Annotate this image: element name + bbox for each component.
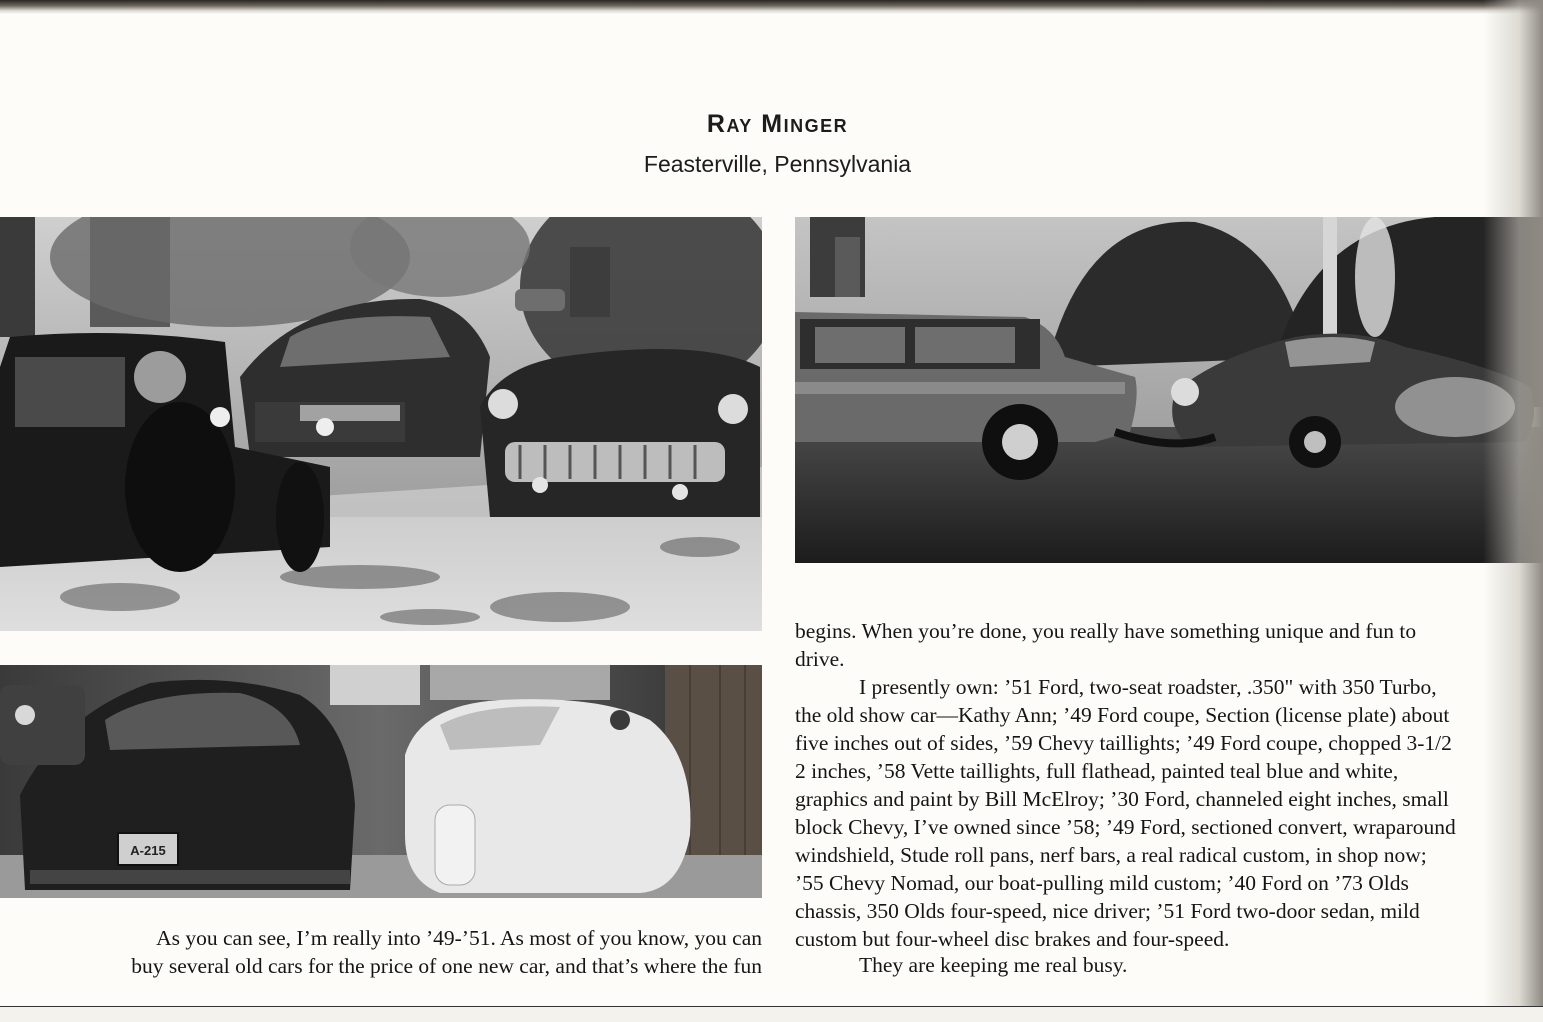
continuation-line: begins. When you’re done, you really have something unique and fun to [795, 619, 1417, 643]
intro-line: As you can see, I’m really into ’49-’51. As most of you know, you can [156, 926, 762, 950]
car-list-line: ’55 Chevy Nomad, our boat-pulling mild custom; ’40 Ford on ’73 Olds [795, 871, 1409, 895]
intro-paragraph [0, 924, 762, 980]
car-list-line: the old show car—Kathy Ann; ’49 Ford coupe, Section (license plate) about [795, 703, 1450, 727]
page-subtitle: Feasterville, Pennsylvania [643, 151, 912, 177]
license-plate-text: A-215 [130, 843, 166, 858]
car-list-line: 2 inches, ’58 Vette taillights, full flathead, painted teal blue and white, [795, 759, 1399, 783]
car-list-line: graphics and paint by Bill McElroy; ’30 Ford, channeled eight inches, small [795, 787, 1449, 811]
car-list-line: five inches out of sides, ’59 Chevy taillights; ’49 Ford coupe, chopped 3-1/2 [795, 731, 1452, 755]
car-list-line: block Chevy, I’ve owned since ’58; ’49 Ford, sectioned convert, wraparound [795, 815, 1456, 839]
page-top-shadow [0, 0, 1543, 14]
continuation-line: drive. [795, 647, 845, 671]
page-title: Ray Minger [706, 110, 849, 138]
closing-paragraph [795, 951, 1543, 979]
page-binding-edge [1483, 0, 1543, 1021]
car-list-paragraph [795, 673, 1543, 953]
car-list-line: chassis, 350 Olds four-speed, nice driver; ’51 Ford two-door sedan, mild [795, 899, 1420, 923]
cars-under-trees-photo [0, 217, 762, 631]
parked-coupe-and-roadster-photo [0, 665, 762, 898]
intro-line: buy several old cars for the price of one new car, and that’s where the fun [131, 954, 762, 978]
car-list-line: windshield, Stude roll pans, nerf bars, a real radical custom, in shop now; [795, 843, 1427, 867]
continuation-paragraph [795, 617, 1543, 673]
page-bottom-rule [0, 1006, 1543, 1022]
closing-line: They are keeping me real busy. [859, 953, 1128, 977]
station-wagon-and-custom-coupe-photo [795, 217, 1543, 563]
car-list-line: I presently own: ’51 Ford, two-seat roadster, .350" with 350 Turbo, [859, 675, 1437, 699]
car-list-line: custom but four-wheel disc brakes and four-speed. [795, 927, 1230, 951]
